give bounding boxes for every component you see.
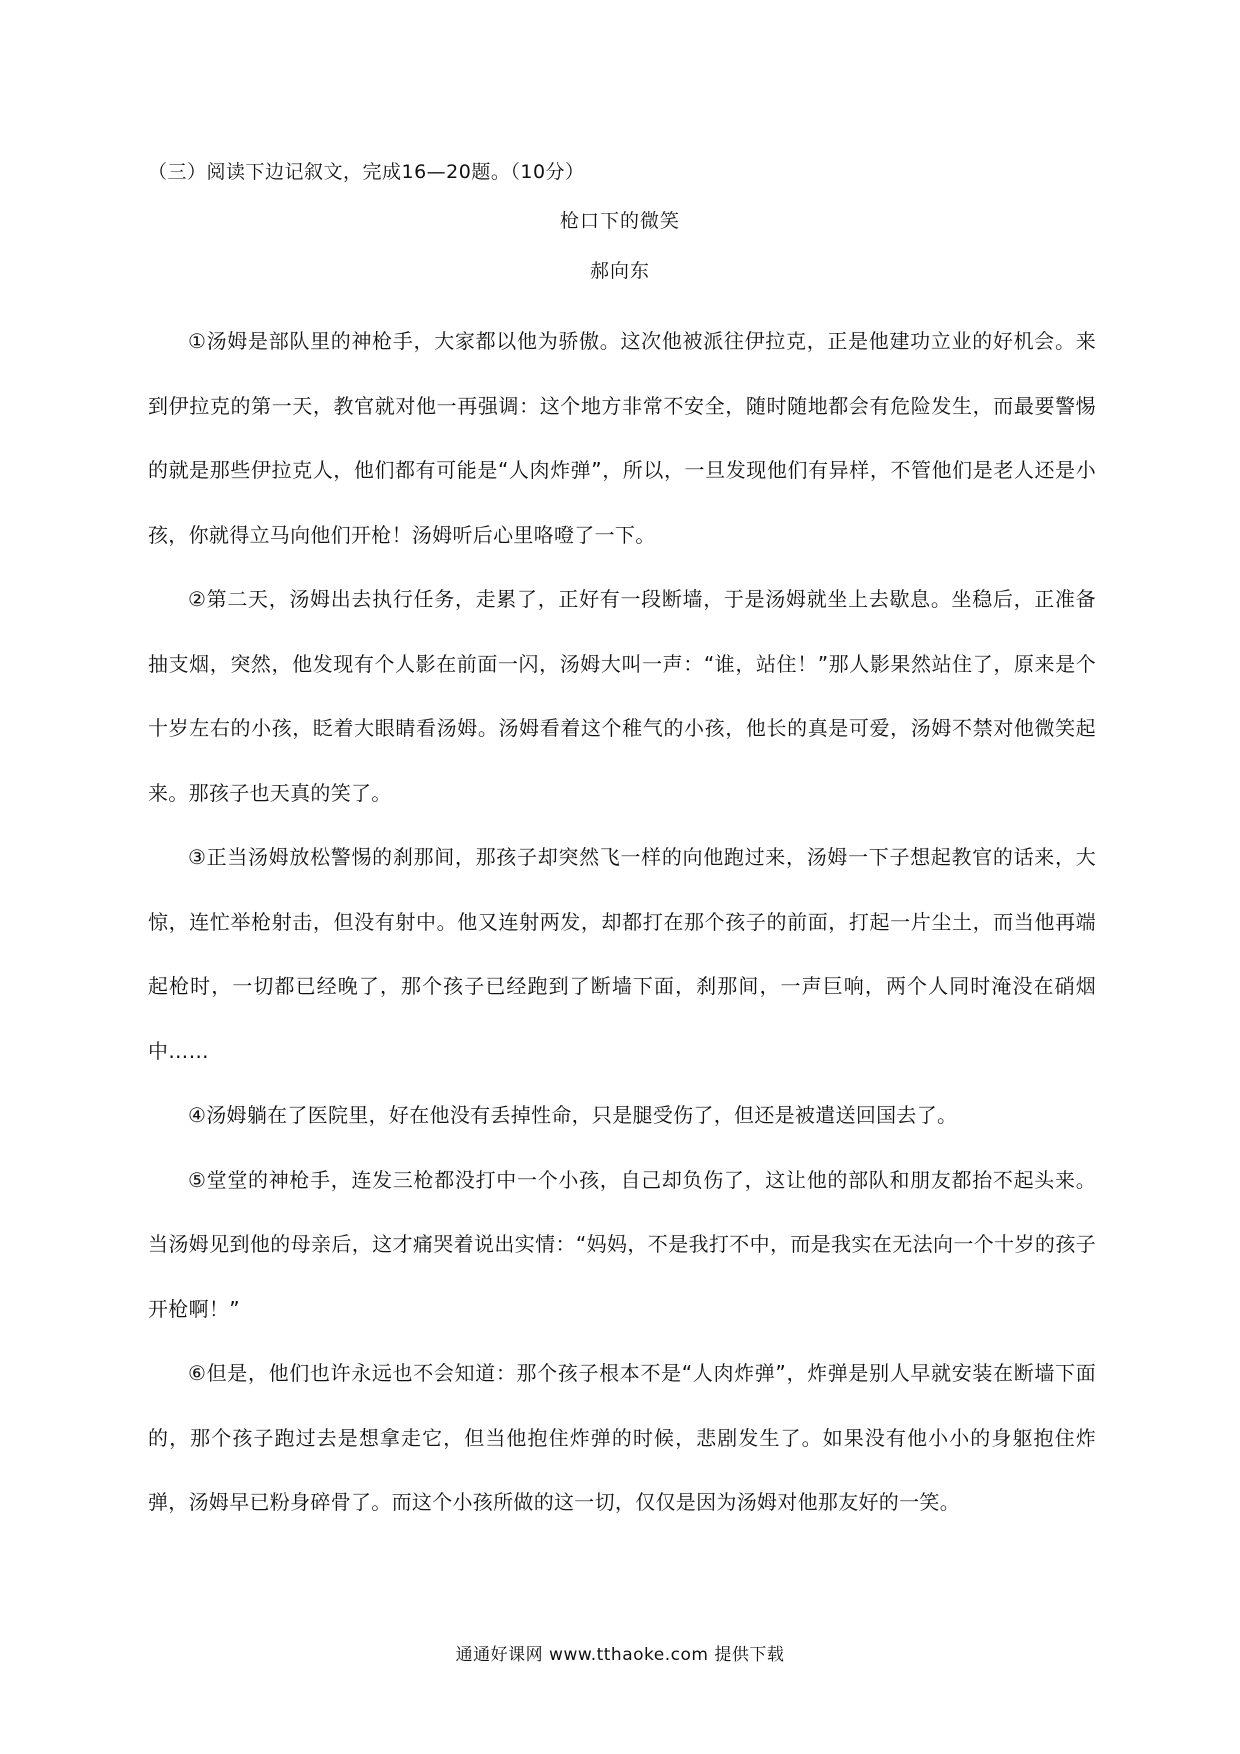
paragraph-4: ④汤姆躺在了医院里，好在他没有丢掉性命，只是腿受伤了，但还是被遣送回国去了。 [188,1103,958,1127]
paragraph-2: ②第二天，汤姆出去执行任务，走累了，正好有一段断墙，于是汤姆就坐上去歇息。坐稳后，正准备抽支烟，突然，他发现有个人影在前面一闪，汤姆大叫一声：“谁，站住！”那人影果然站住了，原来是个十岁左右的小孩，眨着大眼睛看汤姆。汤姆看着这个稚气的小孩，他长的真是可爱，汤姆不禁对他微笑起来。那孩子也天真的笑了。 [148,587,1096,805]
page-footer: 通通好课网 www.tthaoke.com 提供下载 [455,1645,785,1665]
section-header: （三）阅读下边记叙文，完成16—20题。（10分） [148,161,585,183]
story-title: 枪口下的微笑 [559,210,680,232]
paragraph-5: ⑤堂堂的神枪手，连发三枪都没打中一个小孩，自己却负伤了，这让他的部队和朋友都抬不起头来。当汤姆见到他的母亲后，这才痛哭着说出实情：“妈妈，不是我打不中，而是我实在无法向一个十岁的孩子开枪啊！” [148,1167,1096,1321]
paragraph-6: ⑥但是，他们也许永远也不会知道：那个孩子根本不是“人肉炸弹”，炸弹是别人早就安装在断墙下面的，那个孩子跑过去是想拿走它，但当他抱住炸弹的时候，悲剧发生了。如果没有他小小的身躯抱住炸弹，汤姆早已粉身碎骨了。而这个小孩所做的这一切，仅仅是因为汤姆对他那友好的一笑。 [148,1361,1096,1514]
paragraph-1: ①汤姆是部队里的神枪手，大家都以他为骄傲。这次他被派往伊拉克，正是他建功立业的好机会。来到伊拉克的第一天，教官就对他一再强调：这个地方非常不安全，随时随地都会有危险发生，而最要警惕的就是那些伊拉克人，他们都有可能是“人肉炸弹”，所以，一旦发现他们有异样，不管他们是老人还是小孩，你就得立马向他们开枪！汤姆听后心里咯噔了一下。 [148,329,1096,547]
story-author: 郝向东 [589,260,650,282]
story-body [148,309,1096,1535]
paragraph-3: ③正当汤姆放松警惕的刹那间，那孩子却突然飞一样的向他跑过来，汤姆一下子想起教官的话来，大惊，连忙举枪射击，但没有射中。他又连射两发，却都打在那个孩子的前面，打起一片尘土，而当他再端起枪时，一切都已经晚了，那个孩子已经跑到了断墙下面，刹那间，一声巨响，两个人同时淹没在硝烟中…… [148,845,1096,1063]
